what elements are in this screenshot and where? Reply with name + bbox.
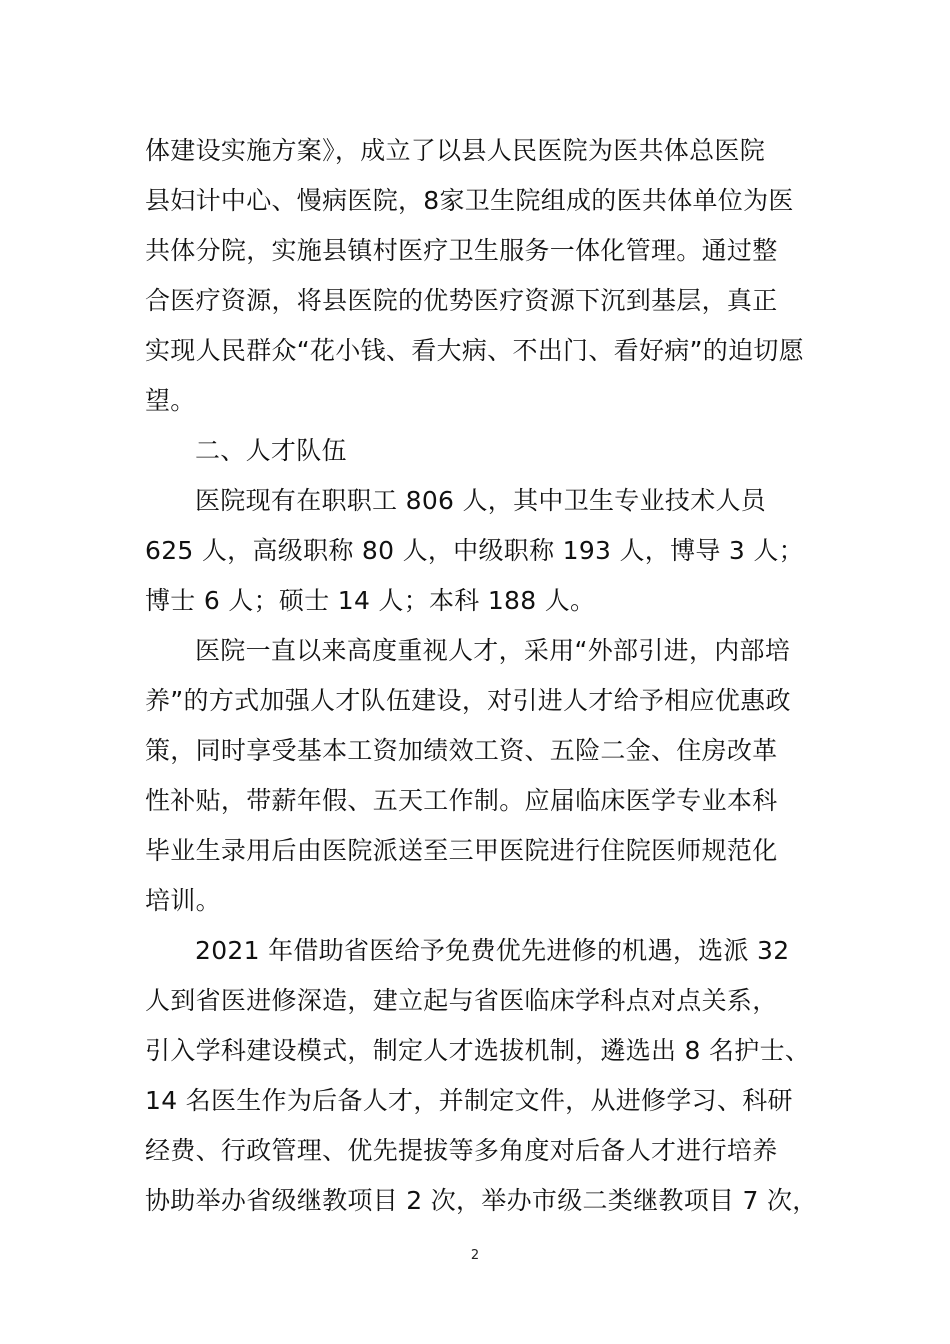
paragraph-first-line: 医院一直以来高度重视人才，采用“外部引进，内部培	[195, 636, 791, 665]
text-line: 经费、行政管理、优先提拔等多角度对后备人才进行培养	[145, 1136, 778, 1165]
body-text	[145, 126, 818, 1226]
text-line: 14 名医生作为后备人才，并制定文件，从进修学习、科研	[145, 1086, 793, 1115]
text-line: 合医疗资源，将县医院的优势医疗资源下沉到基层，真正	[145, 286, 778, 315]
text-line: 人到省医进修深造，建立起与省医临床学科点对点关系，	[145, 986, 778, 1015]
paragraph-first-line: 医院现有在职职工 806 人，其中卫生专业技术人员	[195, 486, 767, 515]
page-number: 2	[470, 1248, 480, 1263]
text-line: 性补贴，带薪年假、五天工作制。应届临床医学专业本科	[145, 786, 778, 815]
text-line: 引入学科建设模式，制定人才选拔机制，遴选出 8 名护士、	[145, 1036, 811, 1065]
text-line: 望。	[145, 386, 196, 415]
text-line: 博士 6 人；硕士 14 人；本科 188 人。	[145, 586, 596, 615]
text-line: 县妇计中心、慢病医院，8家卫生院组成的医共体单位为医	[145, 186, 794, 215]
text-line: 养”的方式加强人才队伍建设，对引进人才给予相应优惠政	[145, 686, 791, 715]
text-line: 毕业生录用后由医院派送至三甲医院进行住院医师规范化	[145, 836, 778, 865]
text-line: 共体分院，实施县镇村医疗卫生服务一体化管理。通过整	[145, 236, 778, 265]
paragraph-first-line: 2021 年借助省医给予免费优先进修的机遇，选派 32	[195, 936, 790, 965]
text-line: 实现人民群众“花小钱、看大病、不出门、看好病”的迫切愿	[145, 336, 805, 365]
text-line: 协助举办省级继教项目 2 次，举办市级二类继教项目 7 次，	[145, 1186, 818, 1215]
text-line: 策，同时享受基本工资加绩效工资、五险二金、住房改革	[145, 736, 778, 765]
text-line: 培训。	[145, 886, 221, 915]
text-line: 625 人，高级职称 80 人，中级职称 193 人，博导 3 人；	[145, 536, 804, 565]
section-heading: 二、人才队伍	[195, 436, 347, 465]
text-line: 体建设实施方案》，成立了以县人民医院为医共体总医院	[145, 136, 766, 165]
